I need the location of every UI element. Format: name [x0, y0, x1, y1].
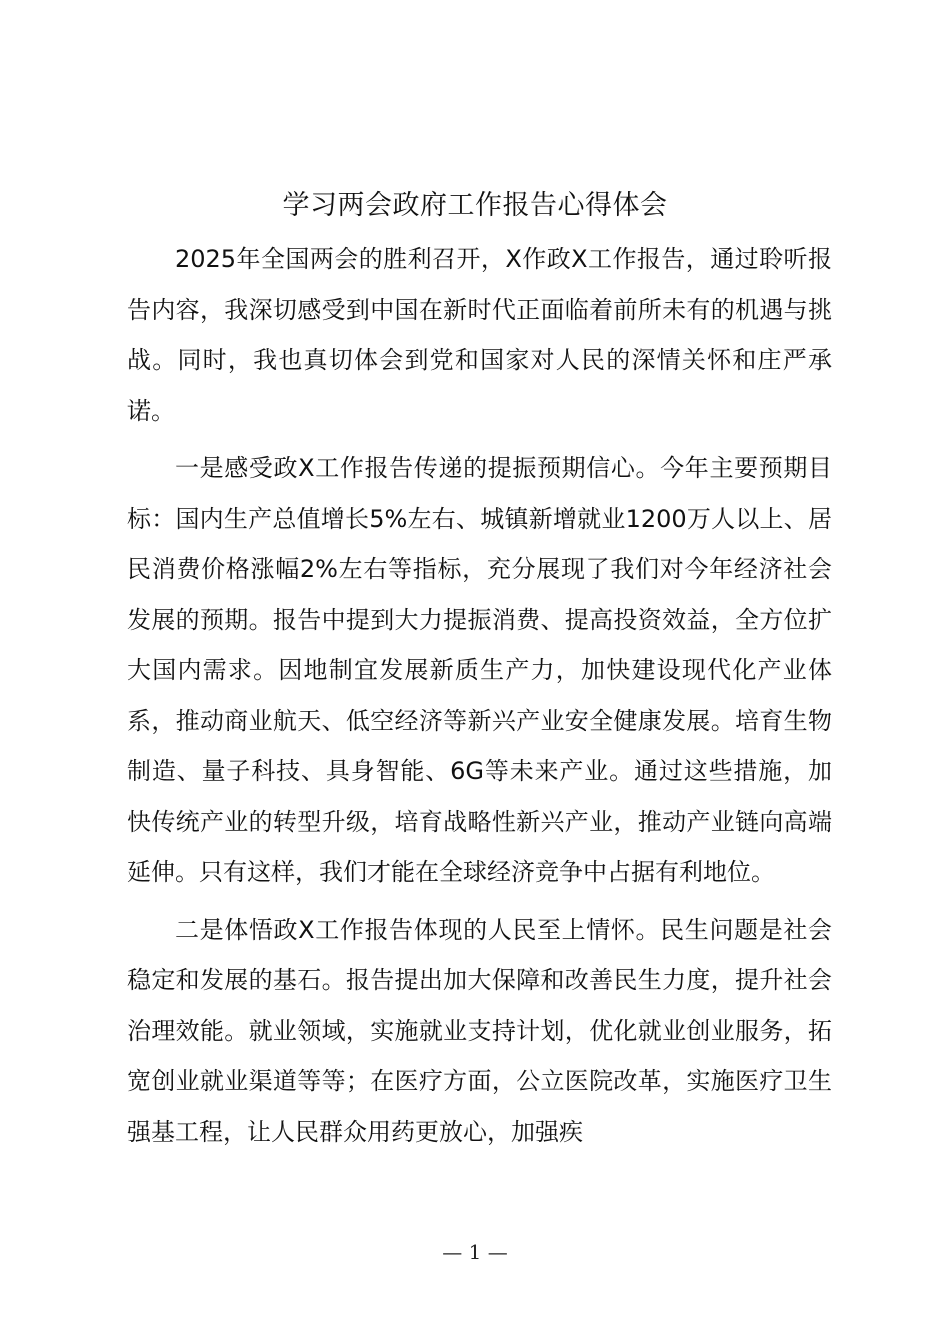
paragraph-intro: 2025年全国两会的胜利召开，X作政X工作报告，通过聆听报告内容，我深切感受到中国在新时代正面临着前所未有的机遇与挑战。同时，我也真切体会到党和国家对人民的深情关怀和庄严承诺。 [127, 245, 832, 425]
paragraph-point-one: 一是感受政X工作报告传递的提振预期信心。今年主要预期目标：国内生产总值增长5%左右、城镇新增就业1200万人以上、居民消费价格涨幅2%左右等指标，充分展现了我们对今年经济社会发展的预期。报告中提到大力提振消费、提高投资效益，全方位扩大国内需求。因地制宜发展新质生产力，加快建设现代化产业体系，推动商业航天、低空经济等新兴产业安全健康发展。培育生物制造、量子科技、具身智能、6G等未来产业。通过这些措施，加快传统产业的转型升级，培育战略性新兴产业，推动产业链向高端延伸。只有这样，我们才能在全球经济竞争中占据有利地位。 [127, 454, 832, 886]
document-body [127, 234, 832, 1164]
document-title: 学习两会政府工作报告心得体会 [282, 190, 668, 221]
page-number: — 1 — [442, 1240, 508, 1264]
paragraph-point-two: 二是体悟政X工作报告体现的人民至上情怀。民生问题是社会稳定和发展的基石。报告提出加大保障和改善民生力度，提升社会治理效能。就业领域，实施就业支持计划，优化就业创业服务，拓宽创业就业渠道等等；在医疗方面，公立医院改革，实施医疗卫生强基工程，让人民群众用药更放心，加强疾 [127, 915, 832, 1146]
